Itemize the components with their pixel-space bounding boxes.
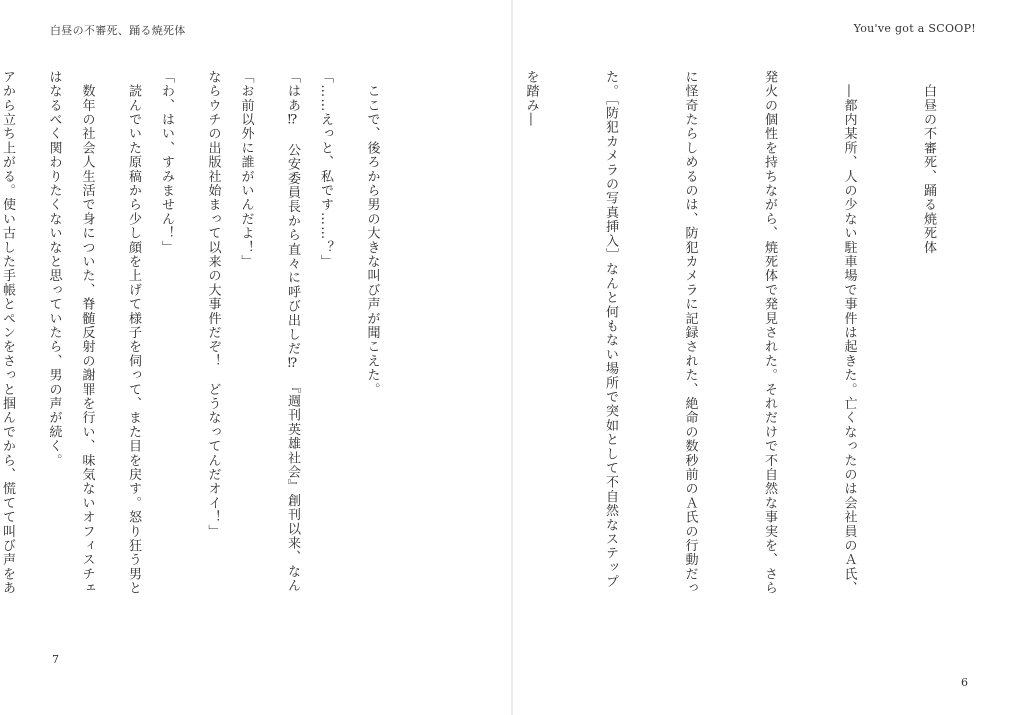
text-line: 「はあ⁉ 公安委員長から直々に呼び出しだ⁉ 『週刊英雄社会』創刊以来、なん	[285, 70, 300, 593]
text-line: ならウチの出版社始まって以来の大事件だぞ！ どうなってんだオイ！」	[205, 70, 221, 539]
text-line: ―都内某所、人の少ない駐車場で事件は起きた。亡くなったのは会社員のＡ氏、	[841, 70, 857, 596]
running-head: 白昼の不審死、踊る焼死体	[50, 24, 186, 37]
text-line: アから立ち上がる。使い古した手帳とペンをさっと掴んでから、慌てて叫び声をあ	[0, 70, 15, 596]
text-line: 「わ、はい、すみません！」	[159, 70, 174, 255]
text-line: 白昼の不審死、踊る焼死体	[921, 70, 936, 255]
blank-line	[438, 70, 465, 640]
text-line: 読んでいた原稿から少し顔を上げて様子を伺って、また目を戻す。怒り狂う男と	[126, 70, 141, 596]
text-line: はなるべく関わりたくないなと思っていたら、男の声が続く。	[46, 70, 62, 468]
text-line: 発火の個性を持ちながら、焼死体で発見された。それだけで不自然な事実を、さら	[762, 70, 777, 596]
page-number: 7	[52, 653, 59, 666]
text-line: を踏み―	[523, 70, 539, 127]
text-line: た。［防犯カメラの写真挿入］なんと何もない場所で突如として不自然なステップ	[603, 70, 618, 589]
text-line: 数年の社会人生活で身についた、脊髄反射の謝罪を行い、味気ないオフィスチェ	[79, 70, 95, 596]
text-line: ここで、後ろから男の大きな叫び声が聞こえた。	[364, 70, 380, 397]
body-text	[0, 70, 994, 640]
text-line: 「……えっと、私です……？」	[318, 70, 333, 269]
running-head: You've got a SCOOP!	[853, 22, 976, 35]
text-line: に怪奇たらしめるのは、防犯カメラに記録された、絶命の数秒前のＡ氏の行動だっ	[682, 70, 698, 596]
page-number: 6	[961, 676, 968, 689]
text-line: 「お前以外に誰がいんだよ！」	[238, 70, 254, 269]
